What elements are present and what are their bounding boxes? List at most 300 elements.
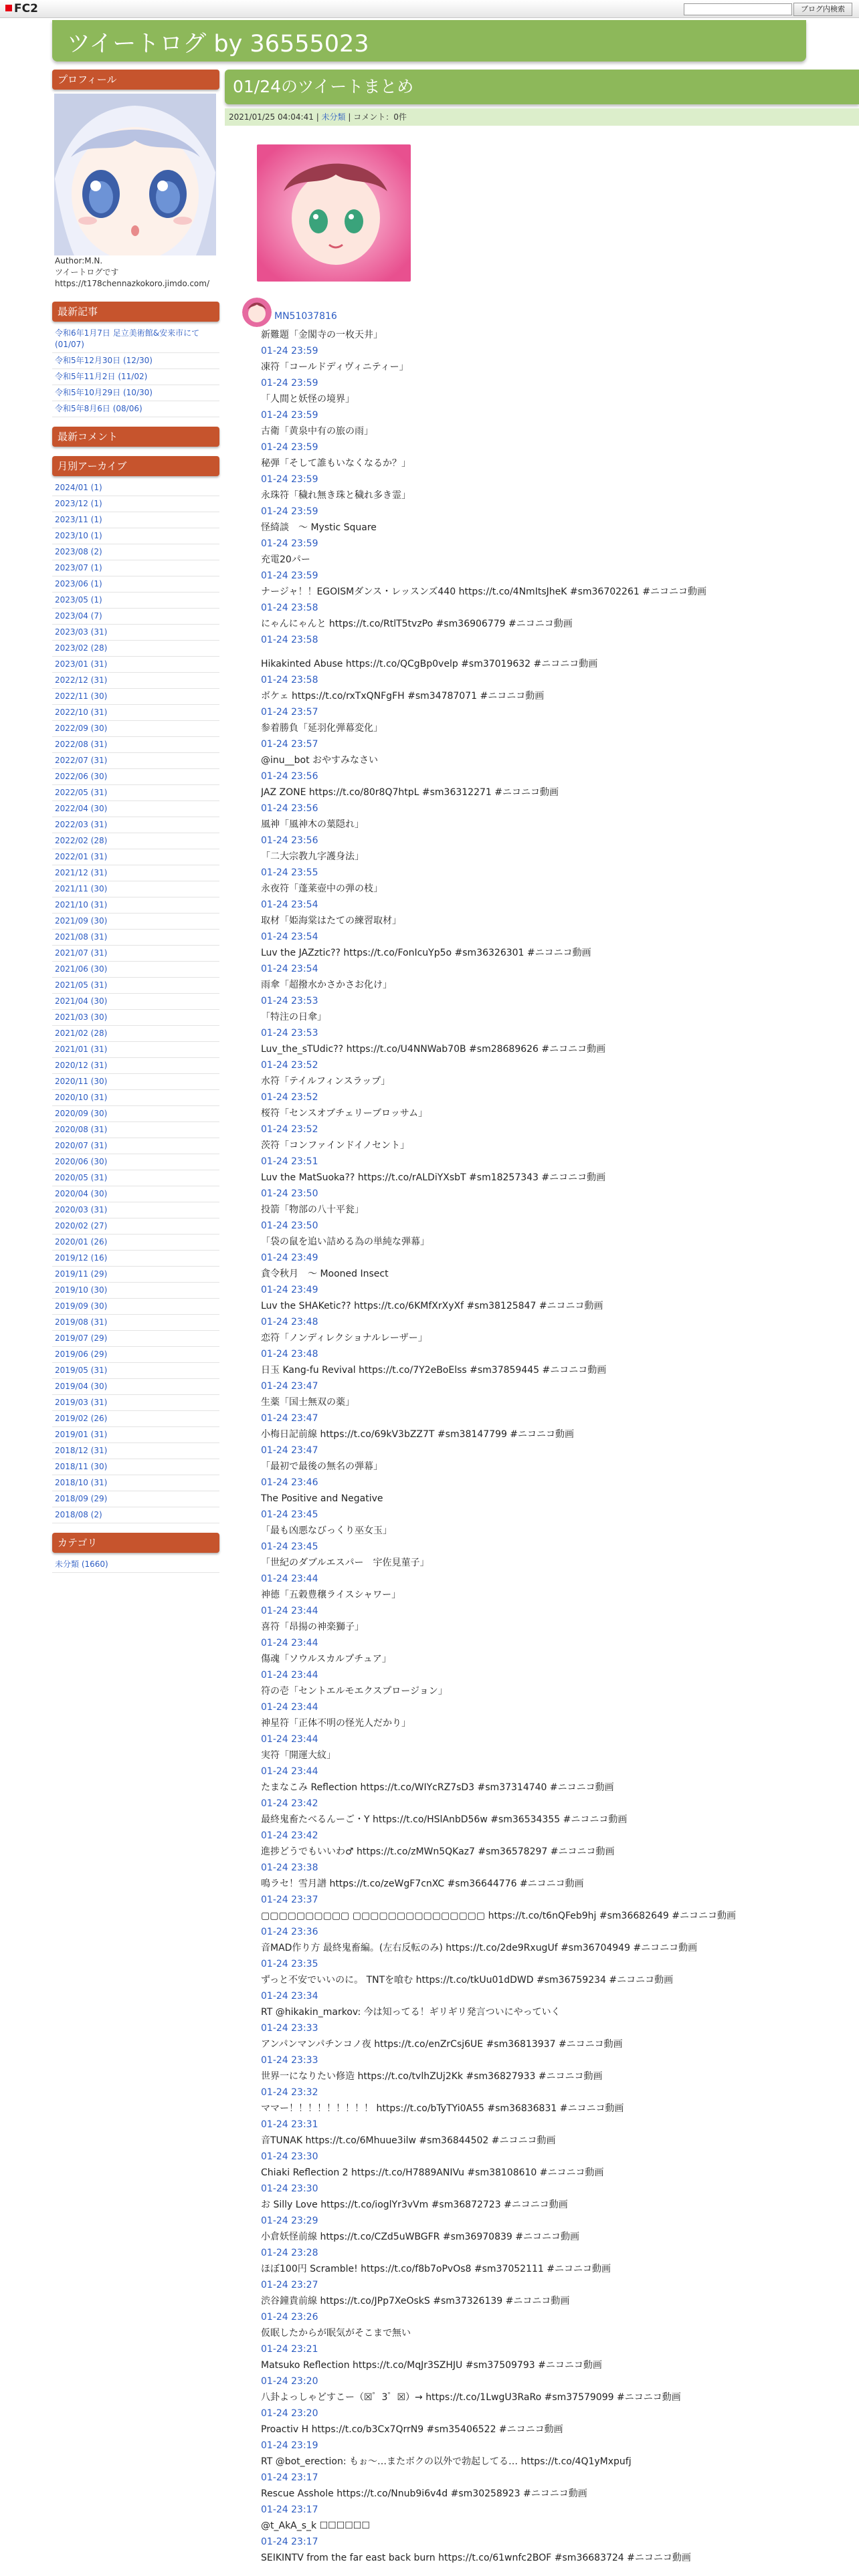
tweet-item [242,688,859,720]
tweet-timestamp-link[interactable]: 01-24 23:47 [261,1381,318,1392]
tweet-timestamp-link[interactable]: 01-24 23:48 [261,1317,318,1327]
tweet-text: 神星符「正体不明の怪光人だかり」 [261,1718,411,1729]
tweet-timestamp-link[interactable]: 01-24 23:56 [261,803,318,814]
tweet-item [242,1426,859,1459]
archive-month-link[interactable]: 2021/11 (30) [52,881,219,897]
tweet-timestamp-link[interactable]: 01-24 23:57 [261,707,318,718]
tweet-text: 「袋の鼠を追い詰める為の単純な弾幕」 [261,1237,430,1247]
tweet-item [242,913,859,945]
entry-header-illustration [257,144,411,282]
tweet-item [242,2004,859,2036]
tweet-timestamp-link[interactable]: 01-24 23:58 [261,635,318,645]
tweet-text: 桜符「センスオブチェリーブロッサム」 [261,1108,428,1119]
blog-search-input[interactable] [684,3,792,15]
fc2-logo[interactable] [5,2,38,15]
archive-month-link[interactable]: 2020/02 (27) [52,1218,219,1235]
tweet-item [242,1459,859,1491]
tweet-text: 「二大宗教九字護身法」 [261,851,364,862]
tweet-timestamp-link[interactable]: 01-24 23:47 [261,1445,318,1456]
archive-month-link[interactable]: 2021/01 (31) [52,1042,219,1058]
tweet-item [242,2036,859,2068]
tweet-item [242,1715,859,1747]
tweet-item [242,1202,859,1234]
main-content [225,70,859,2566]
tweet-item [242,455,859,488]
tweet-item [242,2229,859,2261]
archive-month-link[interactable]: 2021/08 (31) [52,930,219,946]
tweet-text: 八卦よっしゃどすこー（☒゜3゜☒）→ https://t.co/1LwgU3RaRo #sm37579099 #ニコニコ動画 [261,2392,681,2403]
tweet-item [242,2518,859,2550]
tweet-item [242,488,859,520]
tweet-text: 鳴ラセ！雪月譜 https://t.co/zeWgF7cnXC #sm36644776 #ニコニコ動画 [261,1879,584,1889]
recent-comments-heading: 最新コメント [52,427,219,447]
tweet-item [242,2389,859,2422]
archive-month-link[interactable]: 2020/01 (26) [52,1235,219,1251]
archive-month-link[interactable]: 2023/06 (1) [52,576,219,593]
tweet-text: SEIKINTV from the far east back burn https://t.co/61wnfc2BOF #sm36683724 #ニコニコ動画 [261,2553,691,2563]
tweet-item [242,1780,859,1812]
archive-month-link[interactable]: 2022/02 (28) [52,833,219,849]
tweet-item [242,2165,859,2197]
tweet-text: 永夜符「蓬莱壺中の弾の枝」 [261,883,383,894]
tweet-text: 仮眠したからが眠気がそこまで無い [261,2328,411,2339]
tweet-item [242,1073,859,1105]
tweet-timestamp-link[interactable]: 01-24 23:37 [261,1895,318,1905]
tweet-item [242,881,859,913]
tweet-timestamp-link[interactable]: 01-24 23:45 [261,1541,318,1552]
tweet-text: Luv the JAZztic?? https://t.co/FonIcuYp5o #sm36326301 #ニコニコ動画 [261,948,591,958]
tweet-timestamp-link[interactable]: 01-24 23:56 [261,771,318,782]
tweet-item [242,1234,859,1266]
archive-month-link[interactable]: 2019/07 (29) [52,1331,219,1347]
archive-month-link[interactable]: 2020/10 (31) [52,1090,219,1106]
tweet-item [242,2454,859,2486]
entry-header-image[interactable] [257,144,411,282]
tweet-text: 雨傘「超撥水かさかさお化け」 [261,980,392,990]
tweet-timestamp-link[interactable]: 01-24 23:46 [261,1477,318,1488]
tweet-text: 実符「開運大紋」 [261,1750,336,1761]
tweet-author-row [242,295,859,327]
tweet-timestamp-link[interactable]: 01-24 23:59 [261,570,318,581]
recent-entry-link[interactable]: 令和5年8月6日 (08/06) [52,401,219,417]
tweet-timestamp-link[interactable]: 01-24 23:35 [261,1959,318,1969]
profile-avatar-illustration [54,94,216,255]
tweet-text: ナージャ！！EGOISMダンス・レッスンズ440 https://t.co/4NmItsJheK #sm36702261 #ニコニコ動画 [261,586,706,597]
tweet-text: 日玉 Kang-fu Revival https://t.co/7Y2eBoElss #sm37859445 #ニコニコ動画 [261,1365,607,1376]
tweet-timestamp-link[interactable]: 01-24 23:58 [261,603,318,613]
tweet-item [242,1844,859,1876]
tweet-text: 最終鬼畜たべるんーご・Y https://t.co/HSlAnbD56w #sm36534355 #ニコニコ動画 [261,1814,628,1825]
tweet-text: 進捗どうでもいいわ♂ https://t.co/zMWn5QKaz7 #sm36578297 #ニコニコ動画 [261,1846,615,1857]
tweet-text: たまなこみ Reflection https://t.co/WIYcRZ7sD3 #sm37314740 #ニコニコ動画 [261,1782,614,1793]
tweet-text: 傷魂「ソウルスカルプチュア」 [261,1654,391,1665]
tweet-text: 茨符「コンファインドイノセント」 [261,1140,410,1151]
archive-month-link[interactable]: 2022/06 (30) [52,769,219,785]
archive-month-link[interactable]: 2019/11 (29) [52,1267,219,1283]
tweet-item [242,1009,859,1041]
tweet-item [242,2101,859,2133]
tweet-timestamp-link[interactable]: 01-24 23:38 [261,1862,318,1873]
archive-month-link[interactable]: 2019/08 (31) [52,1315,219,1331]
profile-description: ツイートログです [55,267,119,277]
tweet-timestamp-link[interactable]: 01-24 23:44 [261,1670,318,1681]
tweet-text: 渋谷鐘貴前線 https://t.co/JPp7XeOskS #sm37326139 #ニコニコ動画 [261,2296,570,2306]
archive-month-link[interactable]: 2021/03 (30) [52,1010,219,1026]
recent-entry-link[interactable]: 令和5年12月30日 (12/30) [52,353,219,369]
tweet-item [242,359,859,391]
archive-month-link[interactable]: 2019/04 (30) [52,1379,219,1395]
tweet-text: 秘弾「そして誰もいなくなるか？」 [261,458,411,469]
archive-month-link[interactable]: 2019/10 (30) [52,1283,219,1299]
tweet-item [242,1876,859,1908]
recent-entry-link[interactable]: 令和5年10月29日 (10/30) [52,385,219,401]
archive-month-link[interactable]: 2018/08 (2) [52,1507,219,1523]
tweet-items [242,327,859,2566]
tweet-item [242,520,859,552]
recent-entry-link[interactable]: 令和5年11月2日 (11/02) [52,369,219,385]
tweet-text: 永珠符「穢れ無き珠と穢れ多き霊」 [261,490,411,501]
tweet-timestamp-link[interactable]: 01-24 23:33 [261,2055,318,2066]
archive-month-link[interactable]: 2020/06 (30) [52,1154,219,1170]
archive-month-link[interactable]: 2020/08 (31) [52,1122,219,1138]
tweet-timestamp-link[interactable]: 01-24 23:26 [261,2312,318,2323]
tweet-item [242,423,859,455]
tweet-text: にゃんにゃんと https://t.co/RtlT5tvzPo #sm36906779 #ニコニコ動画 [261,619,573,629]
tweet-text: ママー！！！！！！！！！ https://t.co/bTyTYi0A55 #sm36836831 #ニコニコ動画 [261,2103,624,2114]
tweet-timestamp-link[interactable]: 01-24 23:59 [261,442,318,453]
archive-month-link[interactable]: 2020/05 (31) [52,1170,219,1186]
tweet-timestamp-link[interactable]: 01-24 23:32 [261,2087,318,2098]
tweet-timestamp-link[interactable]: 01-24 23:54 [261,899,318,910]
entry-title[interactable]: 01/24のツイートまとめ [225,70,859,104]
tweet-item [242,1683,859,1715]
tweet-text: 新難題「金閣寺の一枚天井」 [261,330,383,340]
tweet-item [242,945,859,977]
profile-avatar-image [54,94,216,255]
tweet-text: ずっと不安でいいのに。 TNTを喰む https://t.co/tkUu01dDWD #sm36759234 #ニコニコ動画 [261,1975,674,1985]
tweet-timestamp-link[interactable]: 01-24 23:44 [261,1574,318,1584]
tweet-timestamp-link[interactable]: 01-24 23:27 [261,2280,318,2290]
tweet-timestamp-link[interactable]: 01-24 23:44 [261,1702,318,1713]
archive-month-link[interactable]: 2019/02 (26) [52,1411,219,1427]
tweet-text: 風神「風神木の葉隠れ」 [261,819,364,830]
archive-month-link[interactable]: 2018/09 (29) [52,1491,219,1507]
archive-month-link[interactable]: 2020/04 (30) [52,1186,219,1202]
tweet-timestamp-link[interactable]: 01-24 23:34 [261,1991,318,2002]
tweet-item [242,1747,859,1780]
archive-month-link[interactable]: 2019/03 (31) [52,1395,219,1411]
archive-month-link[interactable]: 2019/12 (16) [52,1251,219,1267]
tweet-timestamp-link[interactable]: 01-24 23:59 [261,538,318,549]
tweet-text: @t_AkA_s_k ☐☐☐☐☐☐ [261,2520,370,2531]
blog-title[interactable]: ツイートログ by 36555023 [67,31,369,58]
archive-month-link[interactable]: 2021/09 (30) [52,914,219,930]
archive-month-link[interactable]: 2024/01 (1) [52,480,219,496]
archive-month-link[interactable]: 2018/11 (30) [52,1459,219,1475]
tweet-timestamp-link[interactable]: 01-24 23:59 [261,474,318,485]
entry-meta: 2021/01/25 04:04:41 | 未分類 | コメント：0件 [225,108,859,126]
tweet-item [242,1105,859,1138]
tweet-timestamp-link[interactable]: 01-24 23:52 [261,1124,318,1135]
tweet-timestamp-link[interactable]: 01-24 23:45 [261,1509,318,1520]
tweet-list [242,295,859,2566]
tweet-item [242,2133,859,2165]
tweet-text: 音TUNAK https://t.co/6Mhuue3ilw #sm36844502 #ニコニコ動画 [261,2135,556,2146]
archive-month-link[interactable]: 2022/09 (30) [52,721,219,737]
tweet-username-link[interactable]: MN51037816 [274,311,337,322]
tweet-timestamp-link[interactable]: 01-24 23:57 [261,739,318,750]
tweet-text: 喜符「昂揚の神楽獅子」 [261,1622,364,1632]
tweet-item [242,2325,859,2357]
tweet-item [242,656,859,688]
tweet-item [242,1651,859,1683]
tweet-text: 貪令秋月 ～ Mooned Insect [261,1269,389,1279]
recent-entries-heading: 最新記事 [52,302,219,322]
tweet-timestamp-link[interactable]: 01-24 23:59 [261,410,318,421]
archive-month-link[interactable]: 2022/12 (31) [52,673,219,689]
tweet-timestamp-link[interactable]: 01-24 23:44 [261,1734,318,1745]
archive-month-link[interactable]: 2019/09 (30) [52,1299,219,1315]
tweet-item [242,2293,859,2325]
archive-month-link[interactable]: 2021/12 (31) [52,865,219,881]
archive-month-link[interactable]: 2022/11 (30) [52,689,219,705]
tweet-timestamp-link[interactable]: 01-24 23:59 [261,506,318,517]
tweet-item [242,1587,859,1619]
fc2-toolbar [0,0,859,18]
tweet-text: Rescue Asshole https://t.co/Nnub9i6v4d #sm30258923 #ニコニコ動画 [261,2488,587,2499]
tweet-timestamp-link[interactable]: 01-24 23:53 [261,1028,318,1039]
tweet-timestamp-link[interactable]: 01-24 23:53 [261,996,318,1006]
tweet-text: 神德「五穀豊穣ライスシャワー」 [261,1590,401,1600]
archive-month-link[interactable]: 2021/07 (31) [52,946,219,962]
tweet-text: 世界一になりたい修造 https://t.co/tvlhZUj2Kk #sm36827933 #ニコニコ動画 [261,2071,603,2082]
tweet-item [242,552,859,584]
sidebar [52,70,219,1573]
category-link[interactable]: 未分類 (1660) [52,1557,219,1573]
archive-month-link[interactable]: 2022/10 (31) [52,705,219,721]
tweet-text: RT @hikakin_markov: 今は知ってる！ギリギリ発言ついにやっていく [261,2007,561,2018]
entry-date: 2021/01/25 04:04:41 [229,112,314,122]
tweet-timestamp-link[interactable]: 01-24 23:51 [261,1156,318,1167]
tweet-item [242,1812,859,1844]
tweet-text: Luv_the_sTUdic?? https://t.co/U4NNWab70B #sm28689626 #ニコニコ動画 [261,1044,606,1055]
archive-month-link[interactable]: 2021/06 (30) [52,962,219,978]
tweet-timestamp-link[interactable]: 01-24 23:17 [261,2537,318,2547]
tweet-timestamp-link[interactable]: 01-24 23:59 [261,378,318,389]
archive-month-link[interactable]: 2019/01 (31) [52,1427,219,1443]
archive-month-link[interactable]: 2023/10 (1) [52,528,219,544]
tweet-text: @inu__bot おやすみなさい [261,755,379,766]
tweet-timestamp-link[interactable]: 01-24 23:59 [261,346,318,356]
tweet-text: 凍符「コールドディヴィニティー」 [261,362,409,372]
archive-month-link[interactable]: 2018/12 (31) [52,1443,219,1459]
tweet-item [242,817,859,849]
archive-month-link[interactable]: 2020/11 (30) [52,1074,219,1090]
tweet-item [242,1555,859,1587]
archive-month-link[interactable]: 2021/10 (31) [52,897,219,914]
tweet-timestamp-link[interactable]: 01-24 23:58 [261,675,318,685]
tweet-item [242,977,859,1009]
tweet-text: Proactiv H https://t.co/b3Cx7QrrN9 #sm35406522 #ニコニコ動画 [261,2424,563,2435]
tweet-text: JAZ ZONE https://t.co/80r8Q7htpL #sm36312271 #ニコニコ動画 [261,787,559,798]
tweet-text: ほぼ100円 Scramble! https://t.co/f8b7oPvOs8 #sm37052111 #ニコニコ動画 [261,2264,611,2274]
tweet-timestamp-link[interactable]: 01-24 23:48 [261,1349,318,1360]
tweet-text: 取材「姫海棠はたての練習取材」 [261,916,401,926]
tweet-item [242,1330,859,1362]
tweet-item [242,1362,859,1394]
archive-month-link[interactable]: 2020/09 (30) [52,1106,219,1122]
tweet-item [242,2486,859,2518]
tweet-item [242,1170,859,1202]
recent-entry-link[interactable]: 令和6年1月7日 足立美術館&安来市にて (01/07) [52,326,219,353]
tweet-text: ボケェ https://t.co/rxTxQNFgFH #sm34787071 #ニコニコ動画 [261,691,545,702]
profile-heading: プロフィール [52,70,219,90]
entry-comment-count[interactable]: コメント：0件 [353,112,407,122]
tweet-item [242,1940,859,1972]
tweet-text: アンパンマンパチンコノ夜 https://t.co/enZrCsj6UE #sm36813937 #ニコニコ動画 [261,2039,623,2050]
archive-month-link[interactable]: 2023/03 (31) [52,625,219,641]
tweet-text: 古衛「黄泉中有の旅の雨」 [261,426,373,437]
tweet-timestamp-link[interactable]: 01-24 23:17 [261,2472,318,2483]
tweet-timestamp-link[interactable]: 01-24 23:42 [261,1798,318,1809]
tweet-item [242,391,859,423]
blog-header [52,20,806,62]
tweet-timestamp-link[interactable]: 01-24 23:33 [261,2023,318,2034]
user-avatar-icon [242,298,272,327]
archive-month-link[interactable]: 2019/06 (29) [52,1347,219,1363]
entry-category-link[interactable]: 未分類 [321,112,346,122]
tweet-timestamp-link[interactable]: 01-24 23:20 [261,2376,318,2387]
archive-month-link[interactable]: 2023/11 (1) [52,512,219,528]
tweet-timestamp-link[interactable]: 01-24 23:30 [261,2183,318,2194]
archive-month-link[interactable]: 2023/07 (1) [52,560,219,576]
tweet-text: 「世紀のダブルエスパー 宇佐見菫子」 [261,1558,430,1568]
tweet-text: RT @bot_erection: もぉ〜…またボクの以外で勃起してる… https://t.co/4Q1yMxpufj [261,2456,632,2467]
tweet-timestamp-link[interactable]: 01-24 23:42 [261,1830,318,1841]
tweet-timestamp-link[interactable]: 01-24 23:47 [261,1413,318,1424]
archive-month-link[interactable]: 2023/04 (7) [52,609,219,625]
tweet-timestamp-link[interactable]: 01-24 23:44 [261,1606,318,1616]
tweet-text: 小梅日記前線 https://t.co/69kV3bZZ7T #sm38147799 #ニコニコ動画 [261,1429,575,1440]
tweet-timestamp-link[interactable]: 01-24 23:31 [261,2119,318,2130]
archive-month-link[interactable]: 2020/03 (31) [52,1202,219,1218]
recent-entries-list [52,326,219,417]
tweet-item [242,2261,859,2293]
tweet-text: Hikakinted Abuse https://t.co/QCgBp0velp #sm37019632 #ニコニコ動画 [261,659,598,669]
archive-month-link[interactable]: 2023/01 (31) [52,657,219,673]
tweet-text: 投箭「物部の八十平瓮」 [261,1204,364,1215]
archive-month-link[interactable]: 2020/12 (31) [52,1058,219,1074]
tweet-timestamp-link[interactable]: 01-24 23:28 [261,2248,318,2258]
tweet-item [242,327,859,359]
tweet-timestamp-link[interactable]: 01-24 23:49 [261,1253,318,1263]
category-list [52,1557,219,1573]
tweet-text: 「人間と妖怪の境界」 [261,394,355,405]
archive-month-link[interactable]: 2019/05 (31) [52,1363,219,1379]
tweet-timestamp-link[interactable]: 01-24 23:29 [261,2216,318,2226]
tweet-text: ▢▢▢▢▢▢▢▢▢▢ ▢▢▢▢▢▢▢▢▢▢▢▢▢▢▢ https://t.co/t6nQFeb9hj #sm36682649 #ニコニコ動画 [261,1911,736,1921]
tweet-item [242,2068,859,2101]
archive-month-link[interactable]: 2023/05 (1) [52,593,219,609]
tweet-text: 生薬「国士無双の薬」 [261,1397,355,1408]
tweet-text: 小倉妖怪前線 https://t.co/CZd5uWBGFR #sm36970839 #ニコニコ動画 [261,2232,579,2242]
tweet-item [242,1266,859,1298]
tweet-timestamp-link[interactable]: 01-24 23:54 [261,932,318,942]
tweet-timestamp-link[interactable]: 01-24 23:44 [261,1638,318,1648]
archive-month-link[interactable]: 2021/05 (31) [52,978,219,994]
tweet-item [242,584,859,616]
archive-month-link[interactable]: 2023/12 (1) [52,496,219,512]
tweet-timestamp-link[interactable]: 01-24 23:36 [261,1927,318,1937]
tweet-text: 水符「テイルフィンスラップ」 [261,1076,391,1087]
tweet-timestamp-link[interactable]: 01-24 23:21 [261,2344,318,2355]
profile-url[interactable]: https://t178chennazkokoro.jimdo.com/ [55,279,210,288]
archive-month-link[interactable]: 2023/08 (2) [52,544,219,560]
archive-month-link[interactable]: 2018/10 (31) [52,1475,219,1491]
archive-month-link[interactable]: 2022/05 (31) [52,785,219,801]
category-heading: カテゴリ [52,1533,219,1553]
tweet-timestamp-link[interactable]: 01-24 23:50 [261,1220,318,1231]
tweet-timestamp-link[interactable]: 01-24 23:19 [261,2440,318,2451]
tweet-timestamp-link[interactable]: 01-24 23:49 [261,1285,318,1295]
tweet-text: 音MAD作り方 最終鬼畜編。(左右反転のみ) https://t.co/2de9RxugUf #sm36704949 #ニコニコ動画 [261,1943,698,1953]
tweet-item [242,1972,859,2004]
tweet-text: 怪綺談 ～ Mystic Square [261,522,377,533]
tweet-item [242,1523,859,1555]
tweet-timestamp-link[interactable]: 01-24 23:52 [261,1060,318,1071]
tweet-item [242,720,859,752]
tweet-timestamp-link[interactable]: 01-24 23:55 [261,867,318,878]
archive-month-link[interactable]: 2021/04 (30) [52,994,219,1010]
archive-month-link[interactable]: 2020/07 (31) [52,1138,219,1154]
tweet-item [242,2197,859,2229]
tweet-item [242,1041,859,1073]
tweet-timestamp-link[interactable]: 01-24 23:56 [261,835,318,846]
archive-month-link[interactable]: 2022/03 (31) [52,817,219,833]
archive-month-link[interactable]: 2022/01 (31) [52,849,219,865]
tweet-text: Luv the SHAKetic?? https://t.co/6KMfXrXyXf #sm38125847 #ニコニコ動画 [261,1301,603,1311]
tweet-timestamp-link[interactable]: 01-24 23:17 [261,2504,318,2515]
tweet-text: Matsuko Reflection https://t.co/MqJr3SZHJU #sm37509793 #ニコニコ動画 [261,2360,602,2371]
tweet-text: 「最初で最後の無名の弾幕」 [261,1461,383,1472]
profile-author: Author:M.N. [55,256,103,265]
tweet-item [242,1491,859,1523]
tweet-timestamp-link[interactable]: 01-24 23:50 [261,1188,318,1199]
tweet-user-avatar[interactable] [242,298,272,327]
tweet-timestamp-link[interactable]: 01-24 23:20 [261,2408,318,2419]
tweet-item [242,2422,859,2454]
monthly-archive-list [52,480,219,1523]
archive-month-link[interactable]: 2022/07 (31) [52,753,219,769]
tweet-timestamp-link[interactable]: 01-24 23:52 [261,1092,318,1103]
tweet-text: Luv the MatSuoka?? https://t.co/rALDiYXsbT #sm18257343 #ニコニコ動画 [261,1172,606,1183]
blog-search-button[interactable]: ブログ内検索 [793,3,852,16]
archive-month-link[interactable]: 2023/02 (28) [52,641,219,657]
tweet-text: 恋符「ノンディレクショナルレーザー」 [261,1333,427,1344]
tweet-item [242,784,859,817]
archive-month-link[interactable]: 2021/02 (28) [52,1026,219,1042]
tweet-item [242,2357,859,2389]
tweet-timestamp-link[interactable]: 01-24 23:30 [261,2151,318,2162]
tweet-timestamp-link[interactable]: 01-24 23:44 [261,1766,318,1777]
fc2-logo-mark [5,5,12,11]
tweet-text: 符の壱「セントエルモエクスプロージョン」 [261,1686,448,1697]
tweet-item [242,1908,859,1940]
archive-month-link[interactable]: 2022/08 (31) [52,737,219,753]
tweet-timestamp-link[interactable]: 01-24 23:54 [261,964,318,974]
tweet-item [242,1619,859,1651]
archive-month-link[interactable]: 2022/04 (30) [52,801,219,817]
